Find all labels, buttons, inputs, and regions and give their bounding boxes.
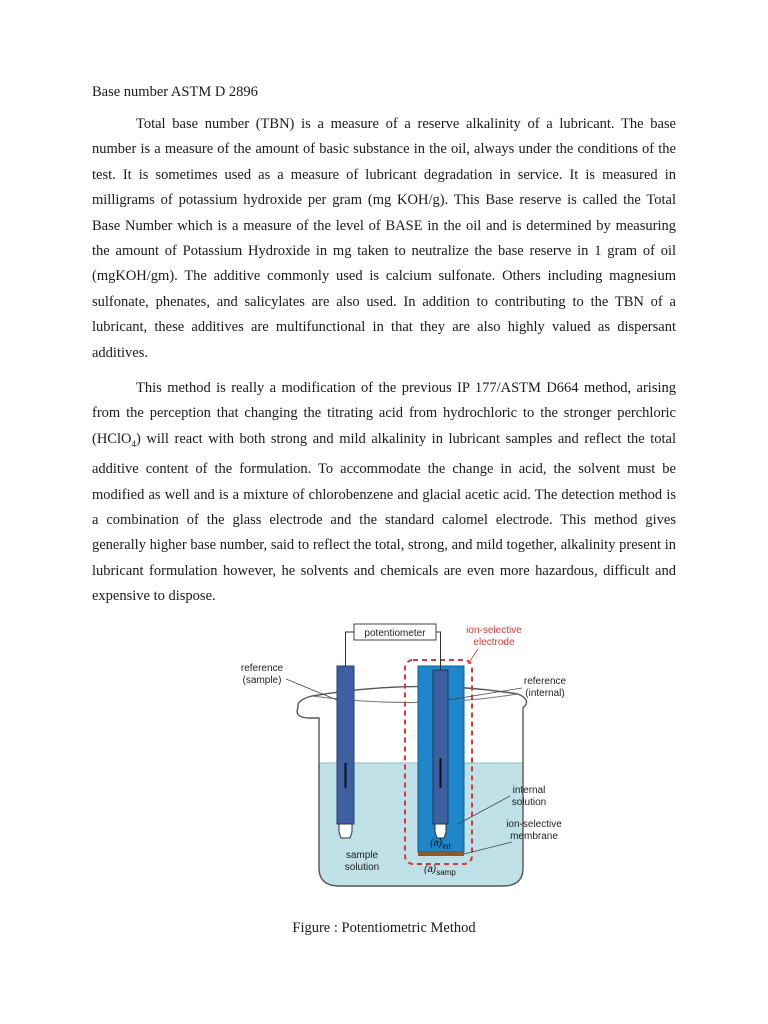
ref-internal-label-line2: (internal): [525, 688, 565, 699]
ise-internal-tip: [435, 824, 446, 838]
a-samp-symbol: (a): [424, 864, 437, 875]
a-int-subscript: int: [442, 842, 451, 851]
wire-left: [346, 632, 355, 666]
paragraph-method: [92, 376, 676, 610]
ref-sample-label-line2: (sample): [242, 675, 282, 686]
ise-label-line1: ion-selective: [466, 625, 522, 636]
para2-before: This method is really a modification of the previous IP 177/ASTM D664 method, arising from the perception that changing the titrating acid from hydrochloric to the stronger perchloric (HClO: [92, 380, 676, 447]
internal-solution-label-line1: internal: [512, 785, 546, 796]
membrane-label-line1: ion-selective: [506, 819, 562, 830]
a-samp-subscript: samp: [436, 868, 456, 877]
para2-after: ) will react with both strong and mild alkalinity in lubricant samples and reflect the total additive content of the formulation. To accommodate the change in acid, the solvent must be modified as well and is a mixture of chlorobenzene and glacial acetic acid. The detection method is a combination of the glass electrode and the standard calomel electrode. This method gives generally higher base number, said to reflect the total, strong, and mild together, alkalinity present in lubricant formulation however, he solvents and chemicals are even more hazardous, difficult and expensive to dispose.: [92, 430, 676, 605]
internal-solution-label-line2: solution: [511, 797, 547, 808]
para2-sub: 4: [131, 438, 136, 449]
potentiometer-label: potentiometer: [364, 628, 426, 639]
ise-internal-reference: [433, 670, 448, 824]
reference-sample-tip: [339, 824, 352, 838]
sample-solution-label-line1: sample: [345, 850, 379, 861]
ise-membrane: [418, 852, 464, 856]
document-page: [92, 82, 676, 620]
ise-leader: [468, 649, 478, 664]
ref-sample-label-line1: reference: [240, 663, 284, 674]
figure-caption: Figure : Potentiometric Method: [292, 920, 476, 936]
sample-solution-label-line2: solution: [344, 862, 380, 873]
membrane-label-line2: membrane: [510, 831, 558, 842]
a-int-symbol: (a): [430, 838, 443, 849]
ref-internal-label-line1: reference: [523, 676, 567, 687]
document-heading: Base number ASTM D 2896: [92, 84, 258, 100]
ise-label-line2: electrode: [473, 637, 515, 648]
reference-sample-electrode: [337, 666, 354, 824]
paragraph-tbn: Total base number (TBN) is a measure of a reserve alkalinity of a lubricant. The base number is a measure of the amount of basic substance in the oil, always under the conditions of the test. It is sometimes used as a measure of lubricant degradation in service. It is measured in milligrams of potassium hydroxide per gram (mg KOH/g). This Base reserve is called the Total Base Number which is a measure of the level of BASE in the oil and is determined by measuring the amount of Potassium Hydroxide in mg taken to neutralize the base reserve in 1 gram of oil (mgKOH/gm). The additive commonly used is calcium sulfonate. Others including magnesium sulfonate, phenates, and salicylates are also used. In addition to contributing to the TBN of a lubricant, these additives are multifunctional in that they are also highly valued as dispersant additives.: [92, 116, 676, 361]
potentiometric-diagram: [232, 618, 582, 898]
